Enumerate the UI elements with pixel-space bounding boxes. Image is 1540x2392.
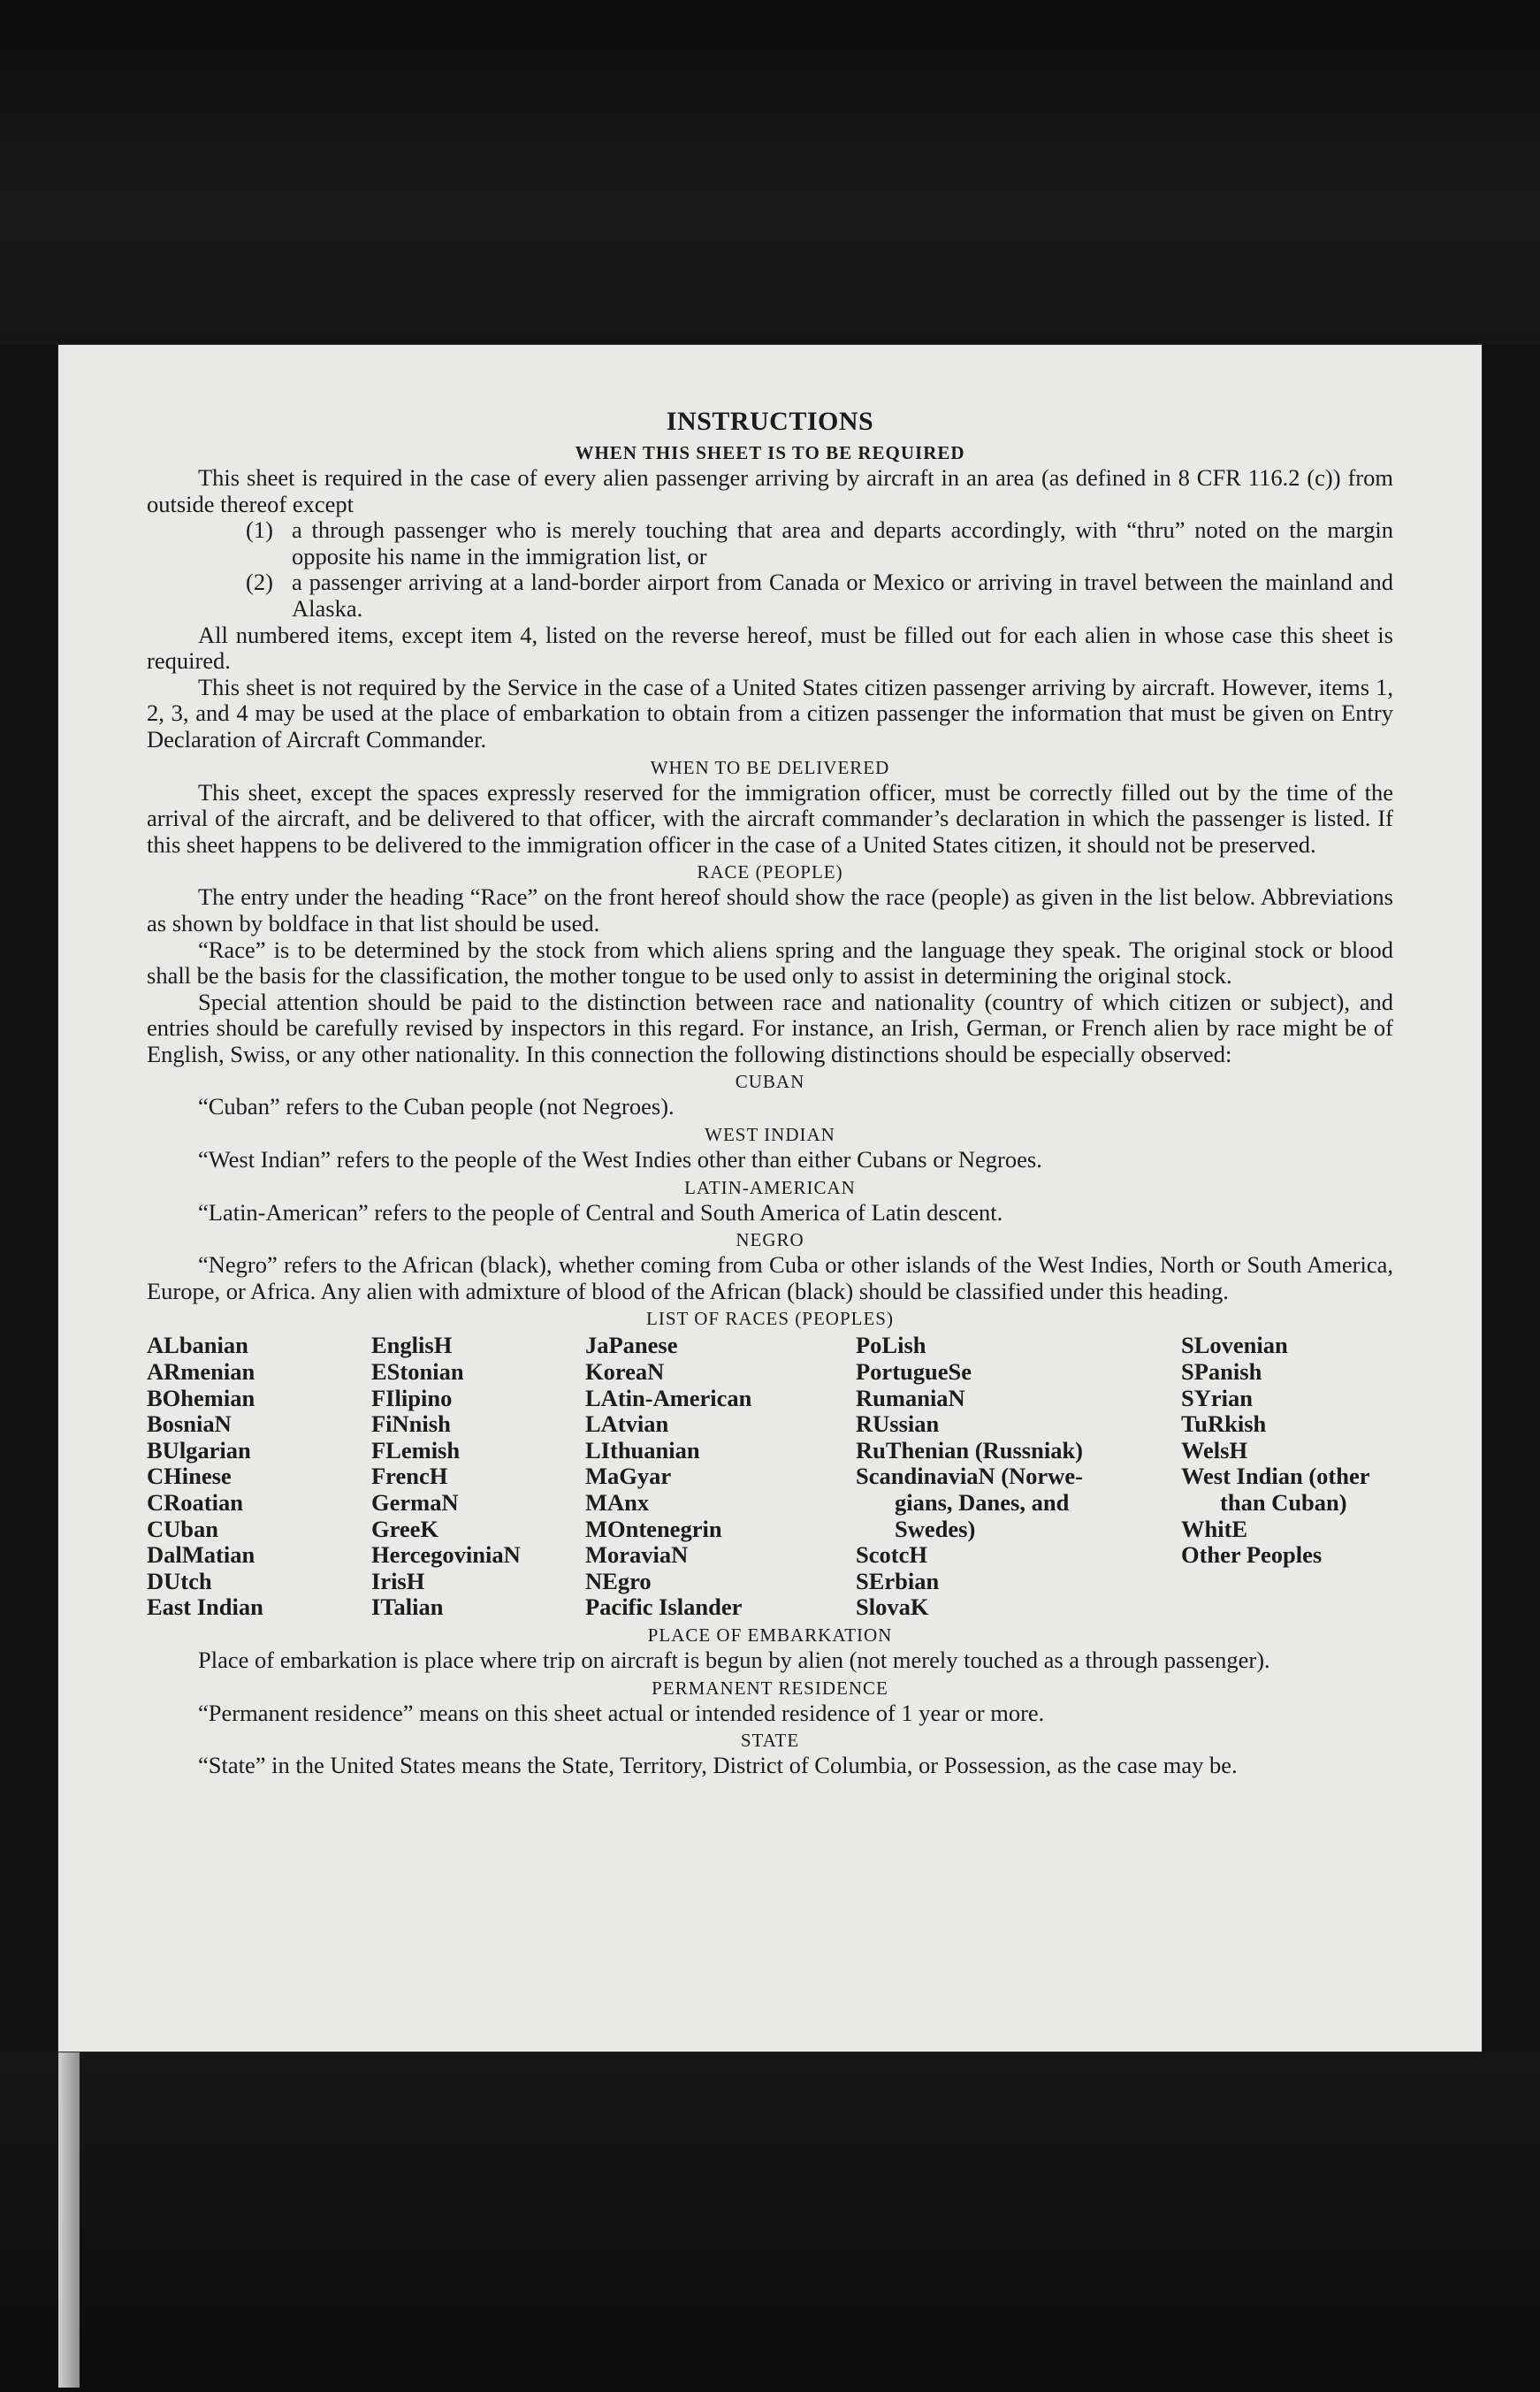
race-entry: than Cuban): [1220, 1489, 1347, 1516]
race-entry: GreeK: [371, 1515, 439, 1542]
race-entry: KoreaN: [585, 1358, 665, 1386]
race-entry: RUssian: [856, 1410, 940, 1438]
embarkation-text: Place of embarkation is place where trip on aircraft is begun by alien (not merely touched as a through passenger).: [198, 1646, 1270, 1673]
race-entry: West Indian (other: [1181, 1463, 1370, 1490]
heading-list-of-races: LIST OF RACES (PEOPLES): [646, 1308, 894, 1330]
race-entry: MAnx: [585, 1489, 650, 1516]
permanent-residence-text: “Permanent residence” means on this sheet actual or intended residence of 1 year or more.: [198, 1699, 1045, 1726]
race-entry: MOntenegrin: [585, 1515, 722, 1542]
when-required-intro: This sheet is required in the case of every alien passenger arriving by aircraft in an area (as defined in 8 CFR 116.2 (c)) from outside thereof except: [147, 464, 1393, 517]
race-entry: CHinese: [147, 1463, 232, 1490]
race-entry: JaPanese: [585, 1332, 678, 1359]
race-entry: EnglisH: [371, 1332, 453, 1359]
race-entry: FrencH: [371, 1463, 448, 1490]
race-entry: PortugueSe: [856, 1358, 972, 1386]
race-entry: FIlipino: [371, 1384, 453, 1411]
race-entry: HercegoviniaN: [371, 1541, 521, 1569]
heading-negro: NEGRO: [736, 1229, 804, 1251]
heading-latin-american: LATIN-AMERICAN: [684, 1176, 856, 1198]
race-entry: SYrian: [1181, 1384, 1253, 1411]
race-entry: SLovenian: [1181, 1332, 1288, 1359]
latin-american-text: “Latin-American” refers to the people of Central and South America of Latin descent.: [198, 1198, 1003, 1226]
race-entry: FLemish: [371, 1436, 461, 1463]
film-border-top: [0, 0, 1540, 345]
race-entry: gians, Danes, and: [895, 1489, 1070, 1516]
exception-number: (2): [246, 569, 273, 596]
race-paragraph-3: Special attention should be paid to the distinction between race and nationality (country of which citizen or subject), and entries should be carefully revised by inspectors in this regard. For instance, an Irish, German, or French alien by race might be of English, Swiss, or any other nationality. In this connection the following distinctions should be especially observed:: [147, 988, 1393, 1067]
heading-when-delivered: WHEN TO BE DELIVERED: [650, 756, 890, 778]
race-column-2: [371, 1333, 585, 1621]
heading-when-required: WHEN THIS SHEET IS TO BE REQUIRED: [575, 442, 965, 463]
race-entry: BUlgarian: [147, 1436, 251, 1463]
race-entry: ScandinaviaN (Norwe-: [856, 1463, 1083, 1490]
exception-text: a through passenger who is merely touching that area and departs accordingly, with “thru” noted on the margin opposite his name in the immigration list, or: [292, 516, 1393, 569]
race-column-1: [147, 1333, 371, 1621]
heading-permanent-residence: PERMANENT RESIDENCE: [652, 1677, 888, 1699]
race-paragraph-1: The entry under the heading “Race” on the front hereof should show the race (people) as given in the list below. Abbreviations as shown by boldface in that list should be used.: [147, 883, 1393, 936]
race-entry: NEgro: [585, 1567, 652, 1594]
heading-race: RACE (PEOPLE): [697, 861, 843, 883]
race-column-5: [1181, 1333, 1393, 1621]
race-entry: DUtch: [147, 1567, 212, 1594]
west-indian-text: “West Indian” refers to the people of the West Indies other than either Cubans or Negroes.: [198, 1146, 1042, 1173]
race-entry: SErbian: [856, 1567, 940, 1594]
race-paragraph-2: “Race” is to be determined by the stock from which aliens spring and the language they speak. The original stock or blood shall be the basis for the classification, the mother tongue to be used only to assist in determining the original stock.: [147, 936, 1393, 990]
race-entry: RumaniaN: [856, 1384, 965, 1411]
race-entry: East Indian: [147, 1593, 263, 1621]
exception-number: (1): [246, 516, 273, 544]
race-entry: TuRkish: [1181, 1410, 1267, 1438]
heading-west-indian: WEST INDIAN: [705, 1124, 835, 1146]
race-entry: BosniaN: [147, 1410, 232, 1438]
citizen-paragraph: This sheet is not required by the Service in the case of a United States citizen passenger arriving by aircraft. However, items 1, 2, 3, and 4 may be used at the place of embarkation to obtain from a citizen passenger the information that must be given on Entry Declaration of Aircraft Commander.: [147, 673, 1393, 753]
heading-cuban: CUBAN: [735, 1071, 805, 1093]
cuban-text: “Cuban” refers to the Cuban people (not Negroes).: [198, 1093, 675, 1120]
heading-state: STATE: [740, 1730, 800, 1752]
race-entry: ITalian: [371, 1593, 444, 1621]
exception-item-1: [246, 517, 1393, 569]
race-entry: CUban: [147, 1515, 219, 1542]
race-entry: WelsH: [1181, 1436, 1248, 1463]
document-content: [147, 407, 1393, 1779]
race-entry: BOhemian: [147, 1384, 255, 1411]
race-column-3: [585, 1333, 856, 1621]
page-title: INSTRUCTIONS: [666, 407, 874, 436]
race-entry: SPanish: [1181, 1358, 1262, 1386]
race-entry: Pacific Islander: [585, 1593, 743, 1621]
race-entry: ALbanian: [147, 1332, 248, 1359]
race-entry: Swedes): [895, 1515, 976, 1542]
race-entry: MaGyar: [585, 1463, 672, 1490]
race-entry: WhitE: [1181, 1515, 1248, 1542]
race-entry: IrisH: [371, 1567, 425, 1594]
race-entry: MoraviaN: [585, 1541, 689, 1569]
when-delivered-text: This sheet, except the spaces expressly reserved for the immigration officer, must be correctly filled out by the time of the arrival of the aircraft, and be delivered to that officer, with the aircraft commander’s declaration in which the passenger is listed. If this sheet happens to be delivered to the immigration officer in the case of a United States citizen, it should not be preserved.: [147, 778, 1393, 858]
race-entry: EStonian: [371, 1358, 464, 1386]
exception-item-2: [246, 569, 1393, 622]
race-entry: PoLish: [856, 1332, 926, 1359]
race-entry: GermaN: [371, 1489, 459, 1516]
film-border-bottom: [0, 2052, 1540, 2392]
race-entry: DalMatian: [147, 1541, 255, 1569]
race-entry: CRoatian: [147, 1489, 243, 1516]
race-entry: LIthuanian: [585, 1436, 700, 1463]
race-entry: LAtvian: [585, 1410, 669, 1438]
race-entry: Other Peoples: [1181, 1541, 1323, 1569]
race-entry: ScotcH: [856, 1541, 927, 1569]
race-entry: SlovaK: [856, 1593, 929, 1621]
exception-text: a passenger arriving at a land-border airport from Canada or Mexico or arriving in travel between the mainland and Alaska.: [292, 569, 1393, 622]
race-entry: FiNnish: [371, 1410, 451, 1438]
numbered-items-paragraph: All numbered items, except item 4, listed on the reverse hereof, must be filled out for each alien in whose case this sheet is required.: [147, 621, 1393, 675]
race-entry: RuThenian (Russniak): [856, 1436, 1084, 1463]
race-entry: ARmenian: [147, 1358, 255, 1386]
race-entry: LAtin-American: [585, 1384, 752, 1411]
race-column-4: [856, 1333, 1181, 1621]
document-sheet: [58, 345, 1482, 2052]
negro-text: “Negro” refers to the African (black), whether coming from Cuba or other islands of the West Indies, North or South America, Europe, or Africa. Any alien with admixture of blood of the African (black) should be classified under this heading.: [147, 1251, 1393, 1304]
race-list: [147, 1333, 1393, 1621]
heading-embarkation: PLACE OF EMBARKATION: [647, 1624, 893, 1646]
state-text: “State” in the United States means the State, Territory, District of Columbia, or Possession, as the case may be.: [198, 1752, 1238, 1779]
